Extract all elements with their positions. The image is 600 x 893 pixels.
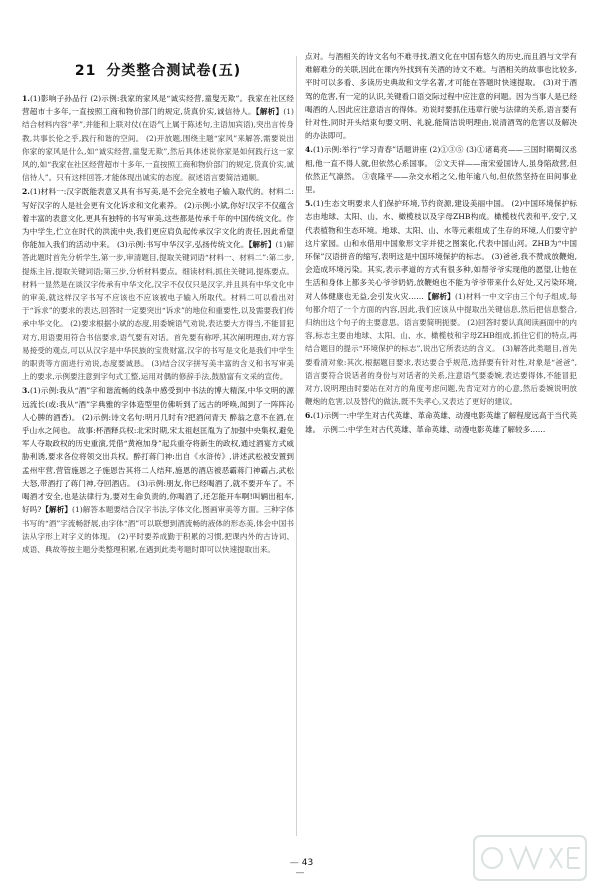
answer-text: 点对。与酒相关的诗文名句不难寻找,酒文化在中国有悠久的历史,而且酒与文学有难解难分的关联,因此在课内外找到有关酒的诗文不难。与酒相关的故事也比较多,平时可以多看、多读历史典故和文学名著,才可能在答题时快速提取。 (3)对于酒驾的危害,有一定的认识,关键看口语交际过程中应注意的问题。因为当事人是已经喝酒的人,因此应注意语言的得体。劝说时要抓住违章行驶与法律的关系,语言要有针对性,同时开头结束句要文明、礼貌,能简洁说明理由,说清酒驾的危害以及解决的办法即可。 (305, 52, 577, 141)
test-number: 21 (74, 63, 97, 79)
question-number: 5. (305, 199, 313, 209)
answer-item (22, 185, 294, 383)
answer-text: (1)影响子孙品行 (2)示例:我家的家风是“诚实经营,童叟无欺”。我家在社区经营超市十多年,一直按照工商和物价部门的规定,货真价实,诚信待人。 (22, 94, 294, 117)
question-number: 4. (305, 145, 313, 155)
analysis-text: (1)结合材料内容“孝”,并能和上联对仗(在语气上属于陈述句,主语加宾语),突出言传身教,共事长伦之乎,践行和谐的空间。 (2)开放题,围绕主题“家风”来解答,需要说出你家的家风是什么,如“诚实经营,童叟无欺”,然后具体述说你家是如何践行这一家风的,如“我家在社区经营超市十多年,一直按照工商和物价部门的规定,货真价实,诚信待人”。只有这样回答,才能体现出诚实的态度。叙述语言要简洁通顺。 (22, 107, 294, 183)
answer-item (22, 92, 294, 184)
question-number: 2. (22, 187, 30, 197)
answer-text: (1)生态文明要求人们保护环境,节约资源,建设美丽中国。 (2)中国环境保护标志由地球、太阳、山、水、橄榄枝以及字母ZHB构成。橄榄枝代表和平,安宁,又代表植物和生态环境。地球、太阳、山、水等元素组成了生存的环境,人们要守护这片家园。山和水借用中国象形文字并使之图案化,代表中国山河。ZHB为“中国环保”汉语拼音的缩写,表明这是中国环境保护的标志。 (3)爸爸,我不赞成放鞭炮,会造成环境污染。其实,表示孝道的方式有很多种,如帮爷爷实现他的愿望,让他在生活和身体上都多关心爷爷奶奶,放鞭炮也不能为爷爷带来什么好处,又污染环境,对人体健康也无益,会引发火灾…… (305, 199, 577, 301)
right-column (305, 50, 577, 437)
analysis-tag: 【解析】 (41, 505, 72, 515)
watermark-icon (470, 830, 590, 885)
analysis-tag: 【解析】 (255, 107, 284, 117)
question-number: 3. (22, 386, 30, 396)
answer-text: (1)示例:我从“酒”字和谐流畅的线条中感受到中书法的博大精深,中华文明的源远流长(或:我从“酒”字典雅的字体造型里仿佛听到了远古的呼唤,闻到了一阵阵沁人心脾的酒香)。 (2)示例:诗文名句:明月几时有?把酒问青天 醉翁之意不在酒,在乎山水之间也。 故事:杯酒释兵权:北宋时期,宋太祖赵匡胤为了加强中央集权,避免军人夺取政权的历史重演,凭借“黄袍加身”起兵重夺将新生的政权,通过酒宴方式威胁利诱,要求各位将领交出兵权。醉打蒋门神:出自《水浒传》,讲述武松被安置到孟州牢营,营管施恩之子施恩告其将二人结拜,施恩的酒店被恶霸蒋门神霸占,武松大怒,带酒打了蒋门神,夺回酒店。 (3)示例:朋友,你已经喝酒了,就不要开车了。不喝酒才安全,也是法律行为,要对生命负责的,你喝酒了,还怎能开车啊!叫辆出租车,好吗? (22, 386, 294, 515)
answer-item (22, 384, 294, 556)
analysis-tag: 【解析】 (423, 291, 455, 301)
answer-text: (1)示例一:中学生对古代英雄、革命英雄、动漫电影英雄了解程度远高于当代英雄。 示例二:中学生对古代英雄、革命英雄、动漫电影英雄了解较多…… (305, 411, 577, 434)
answer-text: (1)材料一:汉字既能表意又具有书写美,是不会完全被电子输入取代的。材料二:写好汉字的人是社会更有文化诉求和文化素养。 (2)示例:小斌,你好!汉字不仅蕴含着丰富的表意文化,更具有独特的书写审美,这些都是传承千年的中国传统文化。作为中学生,伫立在时代的洪流中央,我们更应肩负起传承汉字文化的责任,因此希望你能加入我们的活动中来。 (3)示例:书写中华汉字,弘扬传统文化。 (22, 187, 294, 250)
question-number: 1. (22, 94, 30, 103)
question-number: 6. (305, 411, 313, 421)
left-column (22, 92, 294, 557)
answer-item (305, 143, 577, 196)
answer-text: (1)示例:举行“学习青春”话题讲座 (2)①③⑤ (3)①诸葛亮——三国时期蜀汉丞相,他一直不得人就,但依然心系国事。 ②文天祥——南宋爱国诗人,虽身陷敌营,但依然正气凛然。 ③袁隆平——杂交水稻之父,他年逾八旬,但依然坚持在田间事业里。 (305, 145, 577, 195)
analysis-text: (1)解答此题时首先分析学生,第一步,审清题目,提取关键词语“材料一、材料二”:第二步,提炼主旨,提取关键词语;第三步,分析材料要点。细读材料,抓住关键词,提炼要点。材料一显然是在谈汉字传承有中华文化,汉字不仅仅只是汉字,并且具有中华文化中的审美,就这样汉字书写不应该也不应该被电子输入所取代。材料二可以看出对于“诉求”的要求的表达,回答时一定要突出“诉求”的地位和重要性,以及需要我们传承中华文化。 (2)要求根据小斌的态度,用委婉语气劝说,表达要大方得当,不能冒犯对方,用语要用符合书信要求,语气要有对话。首先要有称呼,其次阐明理由,对方容易接受的观点,可以从汉字是中华民族的宝贵财富,汉字的书写是文化是我们中学生的职责等方面进行劝说,态度要诚恳。 (3)结合汉字拼写美丰富的含义和书写审美上的要求,示例要注意到字句式工整,运用对偶的修辞手法,鼓励富有文采的宣传。 (22, 240, 295, 382)
column-divider (296, 56, 297, 836)
watermark-logo (470, 830, 590, 885)
page-number: — 43 — (280, 858, 320, 878)
test-title: 分类整合测试卷(五) (106, 63, 242, 79)
analysis-text: (1)材料一中文字由三个句子组成,每句都介绍了一个方面的内容,因此,我们应该从中提取出关键信息,然后把信息整合,归纳出这个句子的主要意思。语言要简明扼要。 (2)回答时要认真阅读画面中的内容,标志主要由地球、太阳、山、水、橄榄枝和字母ZHB组成,抓住它们的特点,再结合题目的提示“环境保护的标志”,说出它所表达的含义。 (3)解答此类题目,首先要看清对象:其次,根据题目要求,表达要合乎规范,选择要有针对性,对象是“爸爸”,语言要符合说话者的身份与对话者的关系,注意语气要委婉,表达要得体,不能冒犯对方,说明理由时要站在对方的角度考虑问题,先肯定对方的心意,然后委婉说明放鞭炮的危害,以及替代的做法,既不失孝心,又表达了更好的建议。 (305, 291, 577, 407)
answer-item (305, 197, 577, 408)
analysis-tag: 【解析】 (248, 240, 276, 250)
page-title (22, 60, 294, 80)
answer-item (305, 409, 577, 435)
answer-item (305, 50, 577, 142)
analysis-text: (1)解答本题要结合汉字书法,字体文化,图画审美等方面。三种字体书写的“酒”字流畅舒展,由字体“酒”可以联想到酒流畅的液体的形态美,体会中国书法从字形上对字义的体现。 (2)平时要养成勤于积累的习惯,把课内外的古诗词、成语、典故等按主题分类整理积累,在遇到此类考题时即可以快速提取出来。 (22, 505, 294, 554)
